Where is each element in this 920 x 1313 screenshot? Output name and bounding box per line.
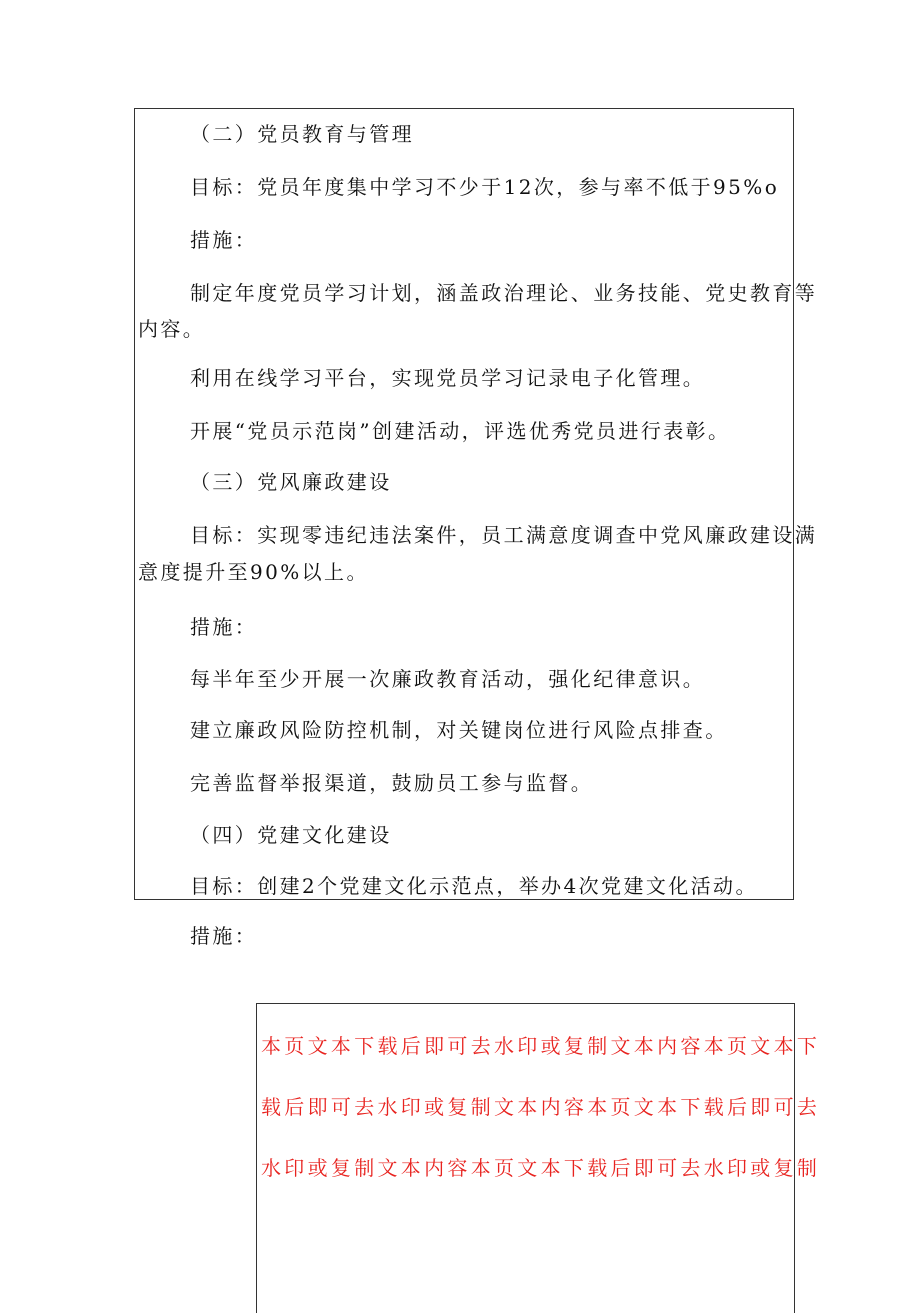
section-heading-party-education: （二）党员教育与管理 [190, 122, 414, 146]
notice-line: 载后即可去水印或复制文本内容本页文本下载后即可去 [261, 1095, 821, 1119]
measures-label: 措施： [190, 228, 258, 252]
goal-line: 目标：创建2个党建文化示范点，举办4次党建文化活动。 [190, 874, 758, 898]
measure-item: 制定年度党员学习计划，涵盖政治理论、业务技能、党史教育等 [190, 281, 818, 305]
section-heading-integrity: （三）党风廉政建设 [190, 470, 392, 494]
measure-item-continued: 内容。 [138, 317, 206, 341]
goal-line: 目标：实现零违纪违法案件，员工满意度调查中党风廉政建设满 [190, 523, 818, 547]
measure-item: 每半年至少开展一次廉政教育活动，强化纪律意识。 [190, 667, 706, 691]
notice-line: 本页文本下载后即可去水印或复制文本内容本页文本下 [261, 1034, 821, 1058]
measure-item: 利用在线学习平台，实现党员学习记录电子化管理。 [190, 366, 706, 390]
measures-label: 措施： [190, 615, 258, 639]
section-heading-culture: （四）党建文化建设 [190, 823, 392, 847]
measures-label: 措施： [190, 924, 258, 948]
measure-item: 开展“党员示范岗”创建活动，评选优秀党员进行表彰。 [190, 419, 731, 443]
goal-line: 目标：党员年度集中学习不少于12次，参与率不低于95%o [190, 175, 780, 199]
measure-item: 完善监督举报渠道，鼓励员工参与监督。 [190, 771, 594, 795]
watermark-notice-box [256, 1003, 821, 1313]
goal-line-continued: 意度提升至90%以上。 [138, 560, 369, 584]
notice-line: 水印或复制文本内容本页文本下载后即可去水印或复制 [261, 1156, 821, 1180]
measure-item: 建立廉政风险防控机制，对关键岗位进行风险点排查。 [190, 718, 728, 742]
